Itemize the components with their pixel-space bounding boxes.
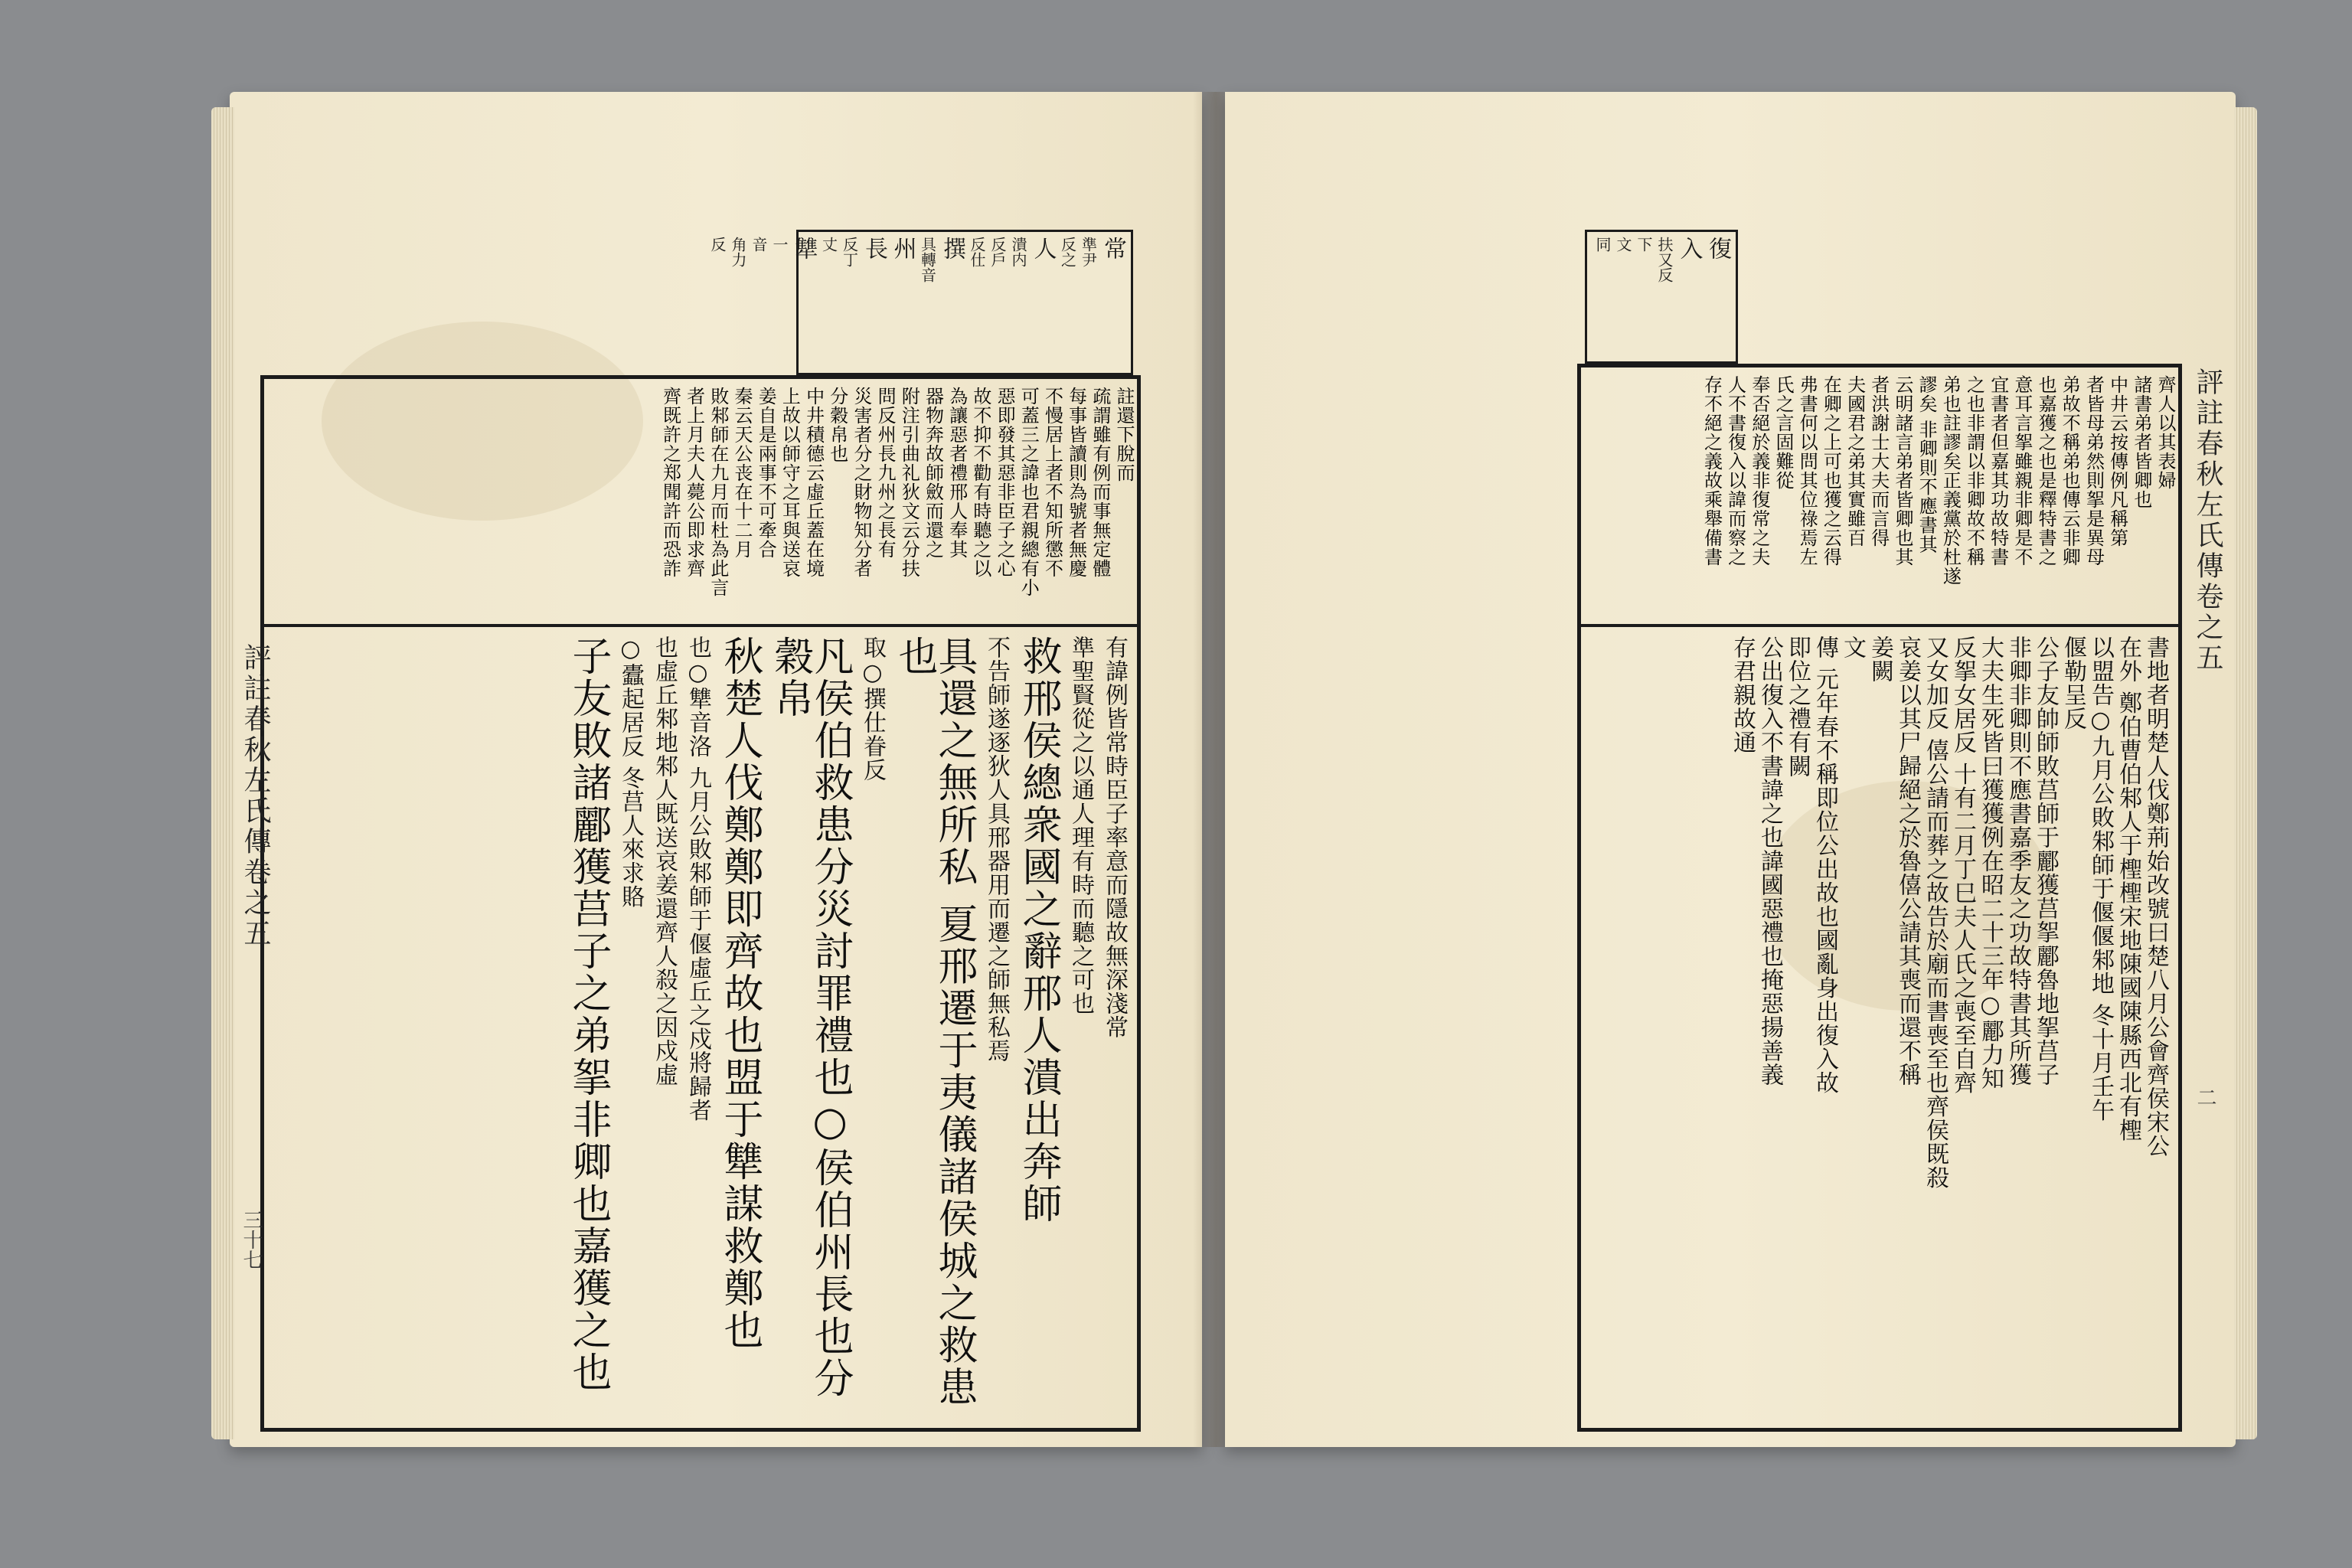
open-book [230,92,2236,1447]
text-column: 有諱例皆常時臣子率意而隱故無深淺常 [1101,635,1128,1039]
text-column: 凡侯伯救患分災討罪禮也○侯伯州長也分穀帛 [767,635,853,1400]
note-column: 齊人以其表婦 [2154,375,2176,490]
text-column: 傳 元年春不稱即位公出故也國亂身出復入故 [1811,635,1838,1095]
note-column: 上故以師守之耳與送哀 [779,387,801,578]
text-column: 以盟告○九月公敗邾師于偃偃邾地 冬十月壬午 [2087,635,2114,1122]
note-column: 為讓惡者禮邢人奉其 [946,387,968,559]
text-column: 反挐女居反 十有二月丁巳夫人氏之喪至自齊 [1949,635,1976,1095]
gloss-char: 反之 [1058,237,1077,267]
note-column: 諸書弟者皆卿也 [2130,375,2152,509]
left-page [230,92,1202,1447]
note-column: 存不絕之義故乘舉備書 [1700,375,1723,567]
text-column: 非卿非卿則不應書嘉季友之功故特書其所獲 [2004,635,2031,1086]
note-column: 器物奔故師斂而還之 [922,387,944,559]
gloss-char: 反 [708,237,727,252]
note-column: 謬矣 非卿則不應書其 [1916,375,1938,554]
gloss-char: 一 [770,237,789,252]
gloss-char: 下 [1635,237,1653,252]
page-number: 二 [2194,1087,2216,1107]
note-column: 中井云按傳例凡稱第 [2106,375,2128,547]
frame-divider [260,624,1141,627]
gloss-char: 長 [861,237,887,260]
note-column: 者上月夫人薨公即求齊 [683,387,705,578]
note-column: 奉否絕於義非復常之夫 [1748,375,1770,567]
note-column: 敗邾師在九月而杜為此言 [707,387,729,597]
commentary-notes [268,387,1133,620]
text-column: 在外 鄭伯曹伯邾人于檉檉宋地陳國陳縣西北有檉 [2115,635,2141,1142]
right-page [1225,92,2236,1447]
note-column: 姜自是兩事不可牽合 [755,387,777,559]
gloss-char: 復 [1704,237,1731,260]
text-column: 書地者明楚人伐鄭荊始改號曰楚八月公會齊侯宋公 [2142,635,2169,1158]
text-column: 也○犨音洛 九月公敗邾師于偃虛丘之戍將歸者 [684,635,711,1122]
text-column: ○蠹起居反 冬莒人來求賂 [617,635,644,909]
text-column: 公出復入不書諱之也諱國惡禮也掩惡揚善義 [1756,635,1783,1086]
note-column: 之也非謂以非卿故不稱 [1963,375,1985,567]
note-column: 在卿之上可也獲之云得 [1820,375,1842,567]
text-column: 子友敗諸酈獲莒子之弟挐非卿也嘉獲之也 [565,635,611,1393]
note-column: 意耳言挐雖親非卿是不 [2011,375,2033,567]
note-column: 氏之言固難從 [1772,375,1794,490]
gloss-char: 反戶 [988,237,1007,267]
note-column: 附注引曲礼狄文云分扶 [898,387,920,578]
text-column: 大夫生死皆曰獲獲例在昭二十三年○酈力知 [1977,635,2004,1090]
text-column: 又女加反 僖公請而葬之故告於廟而書喪至也齊侯既殺 [1922,635,1949,1190]
note-column: 夫國君之弟其實雖百 [1844,375,1866,547]
page-number: 三十七 [240,1210,263,1269]
page-edge-right [2234,107,2257,1439]
text-column: 姜闕 [1867,635,1893,683]
text-column: 取○撰仕眷反 [859,635,886,782]
note-column: 人不書復入以諱而察之 [1724,375,1746,567]
gloss-char: 文 [1614,237,1632,252]
text-column: 也虛丘邾地邾人既送哀姜還齊人殺之因戍虛 [651,635,678,1086]
frame-divider [1577,624,2182,627]
gloss-char: 準尹 [1079,237,1098,267]
note-column: 者洪謝士大夫而言得 [1867,375,1890,547]
text-column: 公子友帥師敗莒師于酈獲莒挐酈魯地挐莒子 [2032,635,2059,1086]
note-column: 可蓋三之諱也君親總有小 [1018,387,1040,597]
gloss-char: 撰 [939,237,965,260]
gloss-char: 角力 [729,237,747,267]
note-column: 弟故不稱弟也傳云非卿 [2059,375,2081,567]
pronunciation-gloss-box [1585,230,1738,364]
note-column: 秦云天公丧在十二月 [731,387,753,559]
note-column: 弗書何以問其位祿焉左 [1796,375,1818,567]
gloss-char: 犨 [790,237,818,260]
gloss-char: 潰内 [1009,237,1027,267]
gloss-char: 反丁 [840,237,859,267]
text-column: 偃勒呈反 [2060,635,2086,730]
text-column: 秋楚人伐鄭鄭即齊故也盟于犨謀救鄭也 [717,635,763,1351]
gloss-char: 常 [1099,237,1126,260]
note-column: 中井積德云虛丘蓋在境 [802,387,825,578]
commentary-notes [1585,375,2174,620]
note-column: 惡即發其惡非臣子之心 [994,387,1016,578]
note-column: 齊既許之郑聞許而恐詐 [659,387,681,578]
gloss-char: 反仕 [968,237,986,267]
note-column: 者皆母弟然則挐是異母 [2082,375,2105,567]
note-column: 宜書者但嘉其功故特書 [1987,375,2009,567]
gloss-char: 人 [1029,237,1057,260]
gloss-char: 丈 [819,237,838,252]
text-column: 文 [1839,635,1866,659]
note-column: 弟也註謬矣正義黨於杜遂 [1939,375,1962,586]
main-text [276,635,1128,1424]
note-column: 也嘉獲之也是釋特書之 [2035,375,2057,567]
note-column: 故不抑不勸有時聽之以 [969,387,991,578]
text-column: 即位之禮有闕 [1784,635,1811,778]
text-column: 準聖賢從之以通人理有時而聽之可也 [1067,635,1094,1015]
note-column: 問反州長九州之長有 [874,387,897,559]
pronunciation-gloss-box [708,230,1133,375]
text-column: 救邢侯總衆國之辭邢人潰出奔師 [1015,635,1061,1225]
gloss-char: 扶又反 [1655,237,1674,283]
gloss-char: 同 [1593,237,1612,252]
main-text [1592,635,2167,1424]
gloss-char: 入 [1675,237,1703,260]
text-column: 不告師遂逐狄人具邢器用而遷之師無私焉 [983,635,1010,1063]
text-column: 具還之無所私 夏邢遷于夷儀諸侯城之救患也 [891,635,977,1409]
note-column: 疏謂雖有例而事無定體 [1089,387,1111,578]
note-column: 不慢居上者不知所懲不 [1041,387,1063,578]
note-column: 云明諸言弟者皆卿也其 [1891,375,1913,567]
page-edge-left [211,107,234,1439]
margin-title: 評註春秋左氏傳卷之五 [2192,368,2223,674]
margin-title: 評註春秋左氏傳卷之五 [240,643,271,949]
gloss-char: 音 [750,237,768,252]
gloss-char: 具轉音 [918,237,937,283]
note-column: 註還下脫而 [1113,387,1135,482]
gloss-char: 州 [889,237,916,260]
text-column: 哀姜以其尸歸絕之於魯僖公請其喪而還不稱 [1894,635,1921,1086]
note-column: 分穀帛也 [826,387,848,463]
note-column: 每事皆讀則為號者無慶 [1065,387,1087,578]
note-column: 災害者分之財物知分者 [850,387,872,578]
text-column: 存君親故通 [1729,635,1756,754]
